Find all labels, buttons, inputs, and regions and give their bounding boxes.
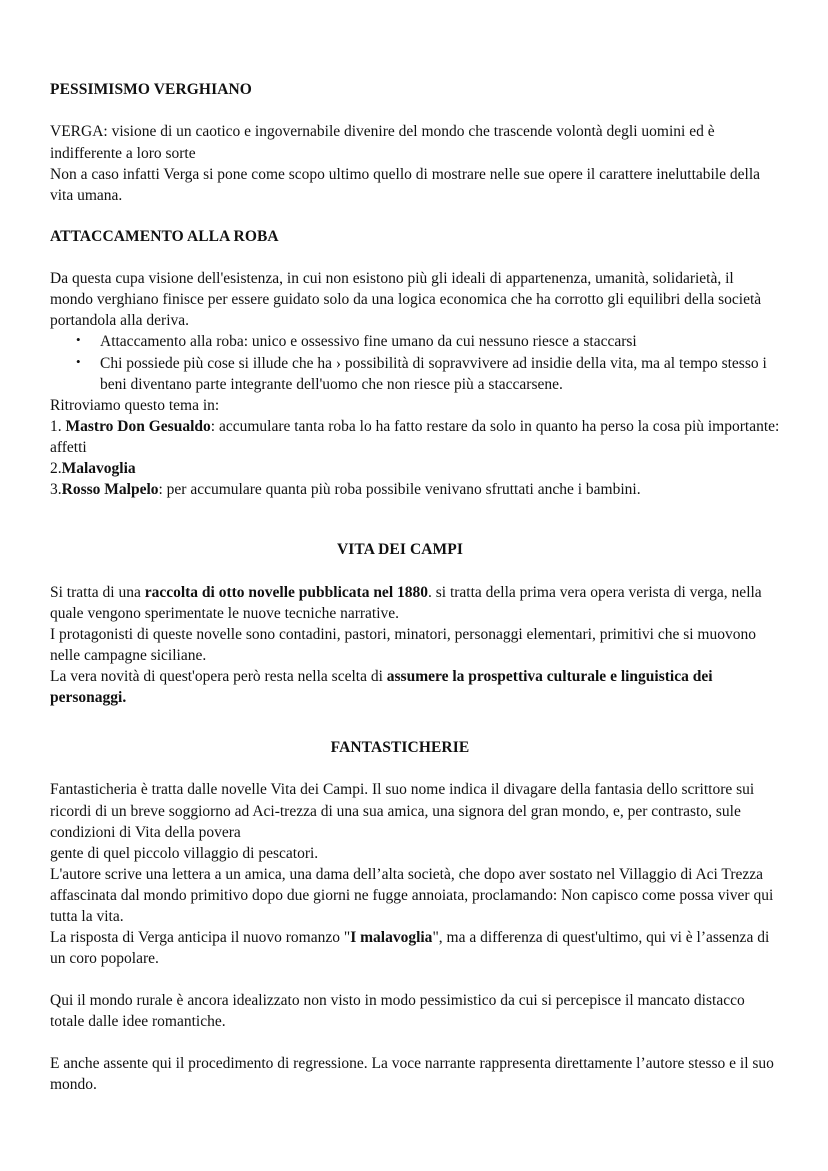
- list-item: [50, 458, 780, 479]
- text-column: [50, 80, 780, 1095]
- list-item-text: : per accumulare quanta più roba possibile venivano sfruttati anche i bambini.: [158, 481, 641, 498]
- section-heading-vita-dei-campi: VITA DEI CAMPI: [337, 541, 463, 559]
- paragraph-novita-opera: [50, 666, 780, 708]
- section-heading-attaccamento: ATTACCAMENTO ALLA ROBA: [50, 227, 279, 245]
- work-title: Malavoglia: [61, 459, 136, 477]
- list-item-text: : accumulare tanta roba lo ha fatto restare da solo in quanto ha perso la cosa più importante: affetti: [50, 417, 780, 456]
- numbered-list-opere: [50, 416, 780, 500]
- text-post: ", ma a differenza di quest'ultimo, qui vi è l’assenza di un coro popolare.: [50, 929, 770, 968]
- spacer: [50, 206, 780, 227]
- text-pre: La risposta di Verga anticipa il nuovo romanzo ": [50, 929, 351, 946]
- spacer: [50, 561, 780, 582]
- text-bold: assumere la prospettiva culturale e linguistica dei personaggi.: [50, 667, 713, 706]
- text-bold: I malavoglia: [350, 929, 433, 946]
- paragraph-gente-villaggio: gente di quel piccolo villaggio di pescatori.: [50, 844, 319, 862]
- paragraph-raccolta-novelle: [50, 582, 780, 624]
- paragraph-risposta-verga: [50, 927, 780, 969]
- paragraph-protagonisti: I protagonisti di queste novelle sono contadini, pastori, minatori, personaggi elementari, primitivi che si muovono nelle campagne siciliane.: [50, 625, 756, 664]
- bullet-list-roba: [50, 331, 780, 394]
- spacer: [50, 247, 780, 268]
- paragraph-cupa-visione: Da questa cupa visione dell'esistenza, in cui non esistono più gli ideali di appartenenza, umanità, solidarietà, il mondo verghiano finisce per essere guidato solo da una logica economica che ha corrotto gli equilibri della società portandola alla deriva.: [50, 270, 762, 330]
- text-post: . si tratta della prima vera opera verista di verga, nella quale vengono sperimentate le nuove tecniche narrative.: [50, 583, 762, 622]
- text-pre: Si tratta di una: [50, 583, 145, 601]
- paragraph-verga-visione: VERGA: visione di un caotico e ingovernabile divenire del mondo che trascende volontà degli uomini ed è indifferente a loro sorte: [50, 123, 715, 162]
- spacer: [50, 500, 780, 540]
- work-title: Rosso Malpelo: [61, 481, 159, 498]
- list-marker: 1.: [50, 417, 66, 435]
- text-bold: raccolta di otto novelle pubblicata nel 1880: [144, 583, 428, 601]
- list-item: • Attaccamento alla roba: unico e ossessivo fine umano da cui nessuno riesce a staccarsi: [50, 331, 780, 352]
- list-marker: 2.: [50, 459, 62, 477]
- list-marker: 3.: [50, 481, 62, 498]
- paragraph-fantasticheria-tratta: Fantasticheria è tratta dalle novelle Vita dei Campi. Il suo nome indica il divagare della fantasia dello scrittore sui ricordi di un breve soggiorno ad Aci-trezza di una sua amica, una signora del gran mondo, e, per contrasto, sule condizioni di Vita della povera: [50, 781, 755, 841]
- text-pre: La vera novità di quest'opera però resta nella scelta di: [50, 667, 387, 685]
- spacer: [50, 758, 780, 779]
- list-item: [50, 416, 780, 458]
- section-heading-pessimismo: PESSIMISMO VERGHIANO: [50, 81, 252, 98]
- paragraph-ritroviamo: Ritroviamo questo tema in:: [50, 396, 220, 414]
- list-item: [50, 479, 780, 500]
- paragraph-non-a-caso: Non a caso infatti Verga si pone come scopo ultimo quello di mostrare nelle sue opere il carattere ineluttabile della vita umana.: [50, 165, 761, 204]
- paragraph-autore-lettera: L'autore scrive una lettera a un amica, una dama dell’alta società, che dopo aver sostato nel Villaggio di Aci Trezza affascinata dal mondo primitivo dopo due giorni ne fugge annoiata, proclamando: Non capisco come possa viver qui tutta la vita.: [50, 865, 774, 925]
- paragraph-regressione: E anche assente qui il procedimento di regressione. La voce narrante rappresenta direttamente l’autore stesso e il suo mondo.: [50, 1055, 774, 1094]
- list-item: • Chi possiede più cose si illude che ha › possibilità di sopravvivere ad insidie della vita, ma al tempo stesso i beni diventano parte integrante dell'uomo che non riesce più a staccarsene.: [50, 353, 780, 395]
- spacer: [50, 1032, 780, 1053]
- spacer: [50, 708, 780, 738]
- work-title: Mastro Don Gesualdo: [65, 417, 211, 435]
- paragraph-mondo-rurale: Qui il mondo rurale è ancora idealizzato non visto in modo pessimistico da cui si percepisce il mancato distacco totale dalle idee romantiche.: [50, 992, 745, 1031]
- section-heading-fantasticherie: FANTASTICHERIE: [330, 739, 470, 756]
- spacer: [50, 969, 780, 990]
- spacer: [50, 100, 780, 121]
